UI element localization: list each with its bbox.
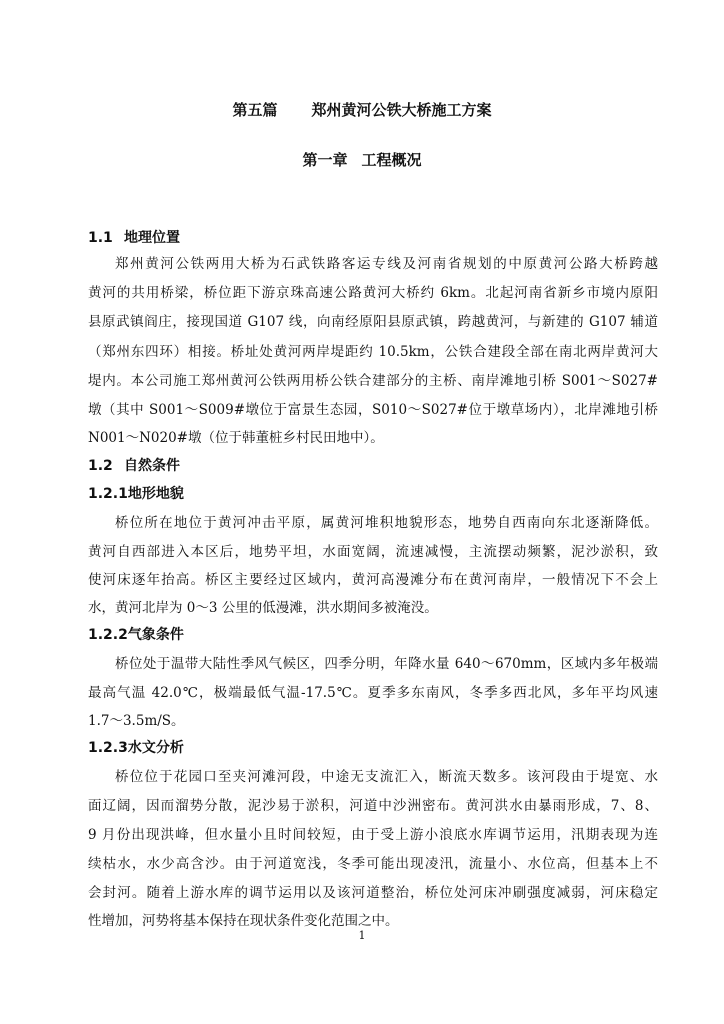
chapter-name: 工程概况 xyxy=(361,151,422,169)
paragraph-line: 续枯水，水少高含沙。由于河道宽浅，冬季可能出现凌汛，流量小、水位高，但基本上不 xyxy=(88,856,658,872)
section-heading-1-2-1 xyxy=(88,484,184,504)
section-number: 1.2 xyxy=(88,458,113,474)
section-heading-text: 自然条件 xyxy=(124,458,180,474)
paragraph-line: 桥位所在地位于黄河冲击平原，属黄河堆积地貌形态，地势自西南向东北逐渐降低。 xyxy=(115,515,658,531)
section-heading-1-2 xyxy=(88,456,180,476)
paragraph-line: 最高气温 42.0℃，极端最低气温-17.5℃。夏季多东南风，冬季多西北风，多年平均风速 xyxy=(88,685,658,701)
section-heading-1-1 xyxy=(88,228,180,248)
paragraph-line: 桥位处于温带大陆性季风气候区，四季分明，年降水量 640～670mm，区域内多年极端 xyxy=(115,656,658,672)
part-label: 第五篇 xyxy=(232,101,278,119)
paragraph-line: 使河床逐年抬高。桥区主要经过区域内，黄河高漫滩分布在黄河南岸，一般情况下不会上 xyxy=(88,572,658,588)
section-heading-1-2-2 xyxy=(88,625,184,645)
paragraph-line: 9 月份出现洪峰，但水量小且时间较短，由于受上游小浪底水库调节运用，汛期表现为连 xyxy=(88,827,658,843)
paragraph-line: 水，黄河北岸为 0～3 公里的低漫滩，洪水期间多被淹没。 xyxy=(88,600,438,616)
document-title xyxy=(0,100,724,120)
section-number: 1.2.1 xyxy=(88,486,128,502)
section-heading-text: 气象条件 xyxy=(127,627,184,643)
paragraph-line: 县原武镇阎庄，接现国道 G107 线，向南经原阳县原武镇，跨越黄河，与新建的 G107 辅道 xyxy=(88,314,658,330)
section-number: 1.2.3 xyxy=(88,740,128,756)
paragraph-line: 桥位位于花园口至夹河滩河段，中途无支流汇入，断流天数多。该河段由于堤宽、水 xyxy=(115,769,658,785)
paragraph-line: 郑州黄河公铁两用大桥为石武铁路客运专线及河南省规划的中原黄河公路大桥跨越 xyxy=(115,256,658,272)
page-number: 1 xyxy=(358,929,366,942)
paragraph-line: 黄河的共用桥梁，桥位距下游京珠高速公路黄河大桥约 6km。北起河南省新乡市境内原阳 xyxy=(88,285,658,301)
paragraph-line: （郑州东四环）相接。桥址处黄河两岸堤距约 10.5km，公铁合建段全部在南北两岸黄河大 xyxy=(88,344,658,360)
section-heading-1-2-3 xyxy=(88,738,184,758)
chapter-title xyxy=(0,150,724,170)
section-number: 1.1 xyxy=(88,230,113,246)
section-heading-text: 地理位置 xyxy=(124,230,180,246)
paragraph-line: 性增加，河势将基本保持在现状条件变化范围之中。 xyxy=(88,913,399,929)
section-number: 1.2.2 xyxy=(88,627,128,643)
document-title-text: 郑州黄河公铁大桥施工方案 xyxy=(311,101,492,119)
section-heading-text: 水文分析 xyxy=(127,740,184,756)
chapter-number: 第一章 xyxy=(302,151,348,169)
paragraph-line: 墩（其中 S001～S009#墩位于富景生态园，S010～S027#位于墩草场内），北岸滩地引桥 xyxy=(88,402,658,418)
paragraph-line: N001～N020#墩（位于韩董桩乡村民田地中）。 xyxy=(88,430,384,446)
paragraph-line: 会封河。随着上游水库的调节运用以及该河道整治，桥位处河床冲刷强度减弱，河床稳定 xyxy=(88,885,658,901)
paragraph-line: 黄河自西部进入本区后，地势平坦，水面宽阔，流速减慢，主流摆动频繁，泥沙淤积，致 xyxy=(88,544,658,560)
paragraph-line: 1.7～3.5m/S。 xyxy=(88,713,185,729)
paragraph-line: 堤内。本公司施工郑州黄河公铁两用桥公铁合建部分的主桥、南岸滩地引桥 S001～S027# xyxy=(88,373,658,389)
paragraph-line: 面辽阔，因而溜势分散，泥沙易于淤积，河道中沙洲密布。黄河洪水由暴雨形成，7、8、 xyxy=(88,798,658,814)
section-heading-text: 地形地貌 xyxy=(127,486,184,502)
